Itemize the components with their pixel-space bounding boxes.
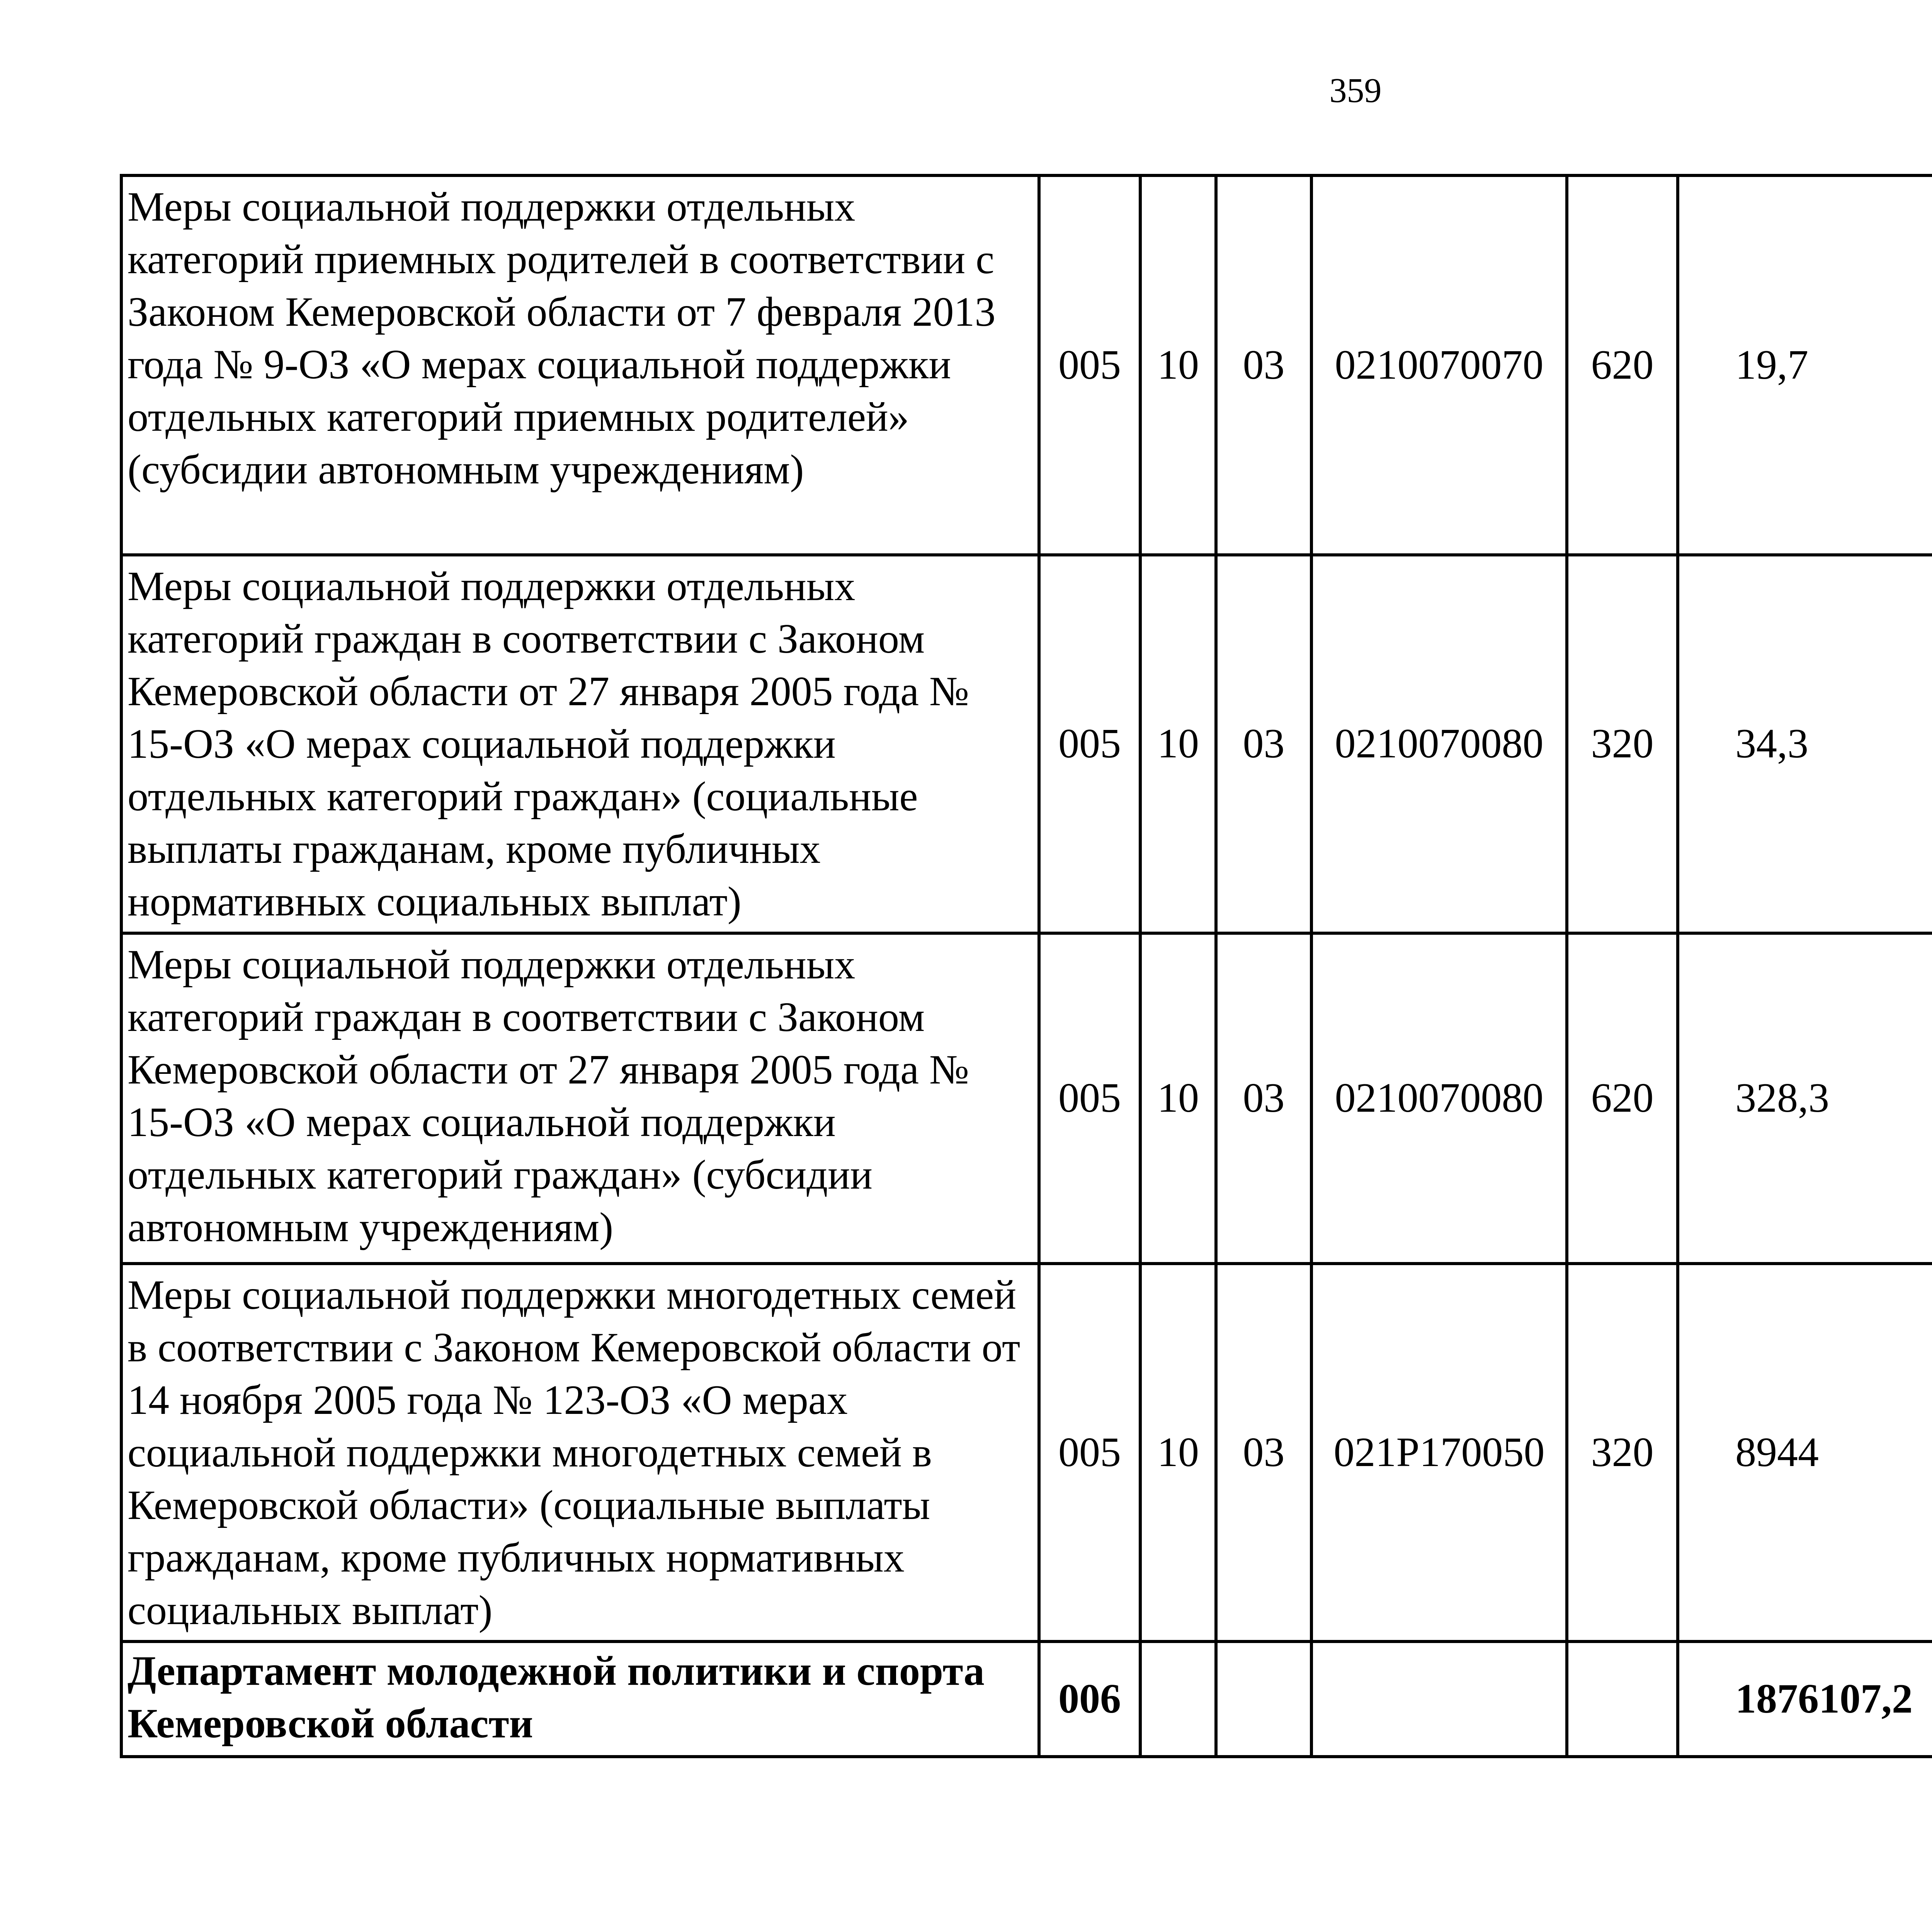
ministry-code: 005 — [1039, 555, 1140, 933]
subsection-code: 03 — [1216, 555, 1311, 933]
target-code — [1311, 1641, 1567, 1757]
section-code: 10 — [1140, 933, 1216, 1264]
department-total-row — [121, 1641, 1932, 1757]
ministry-code: 005 — [1039, 933, 1140, 1264]
section-code: 10 — [1140, 555, 1216, 933]
subsection-code: 03 — [1216, 933, 1311, 1264]
subsection-code: 03 — [1216, 1264, 1311, 1642]
target-code: 021P170050 — [1311, 1264, 1567, 1642]
expense-type-code: 320 — [1567, 555, 1678, 933]
row-description: Меры социальной поддержки отдельных категорий граждан в соответствии с Законом Кемеровской области от 27 января 2005 года № 15-ОЗ «О мерах социальной поддержки отдельных категорий граждан» (социальные выплаты гражданам, кроме публичных нормативных социальных выплат) — [121, 555, 1039, 933]
ministry-code: 006 — [1039, 1641, 1140, 1757]
table-row — [121, 933, 1932, 1264]
target-code: 0210070080 — [1311, 933, 1567, 1264]
row-description: Меры социальной поддержки отдельных категорий граждан в соответствии с Законом Кемеровской области от 27 января 2005 года № 15-ОЗ «О мерах социальной поддержки отдельных категорий граждан» (субсидии автономным учреждениям) — [121, 933, 1039, 1264]
page-number: 359 — [1329, 71, 1382, 110]
amount-1: 1876107,2 — [1678, 1641, 1932, 1757]
section-code: 10 — [1140, 175, 1216, 555]
row-description: Меры социальной поддержки отдельных категорий приемных родителей в соответствии с Законом Кемеровской области от 7 февраля 2013 года № 9-ОЗ «О мерах социальной поддержки отдельных категорий приемных родителей» (субсидии автономным учреждениям) — [121, 175, 1039, 555]
expense-type-code — [1567, 1641, 1678, 1757]
expense-type-code: 320 — [1567, 1264, 1678, 1642]
table-row — [121, 1264, 1932, 1642]
budget-table — [120, 174, 1932, 1758]
row-description: Меры социальной поддержки многодетных семей в соответствии с Законом Кемеровской области от 14 ноября 2005 года № 123-ОЗ «О мерах социальной поддержки многодетных семей в Кемеровской области» (социальные выплаты гражданам, кроме публичных нормативных социальных выплат) — [121, 1264, 1039, 1642]
amount-1: 328,3 — [1678, 933, 1932, 1264]
ministry-code: 005 — [1039, 1264, 1140, 1642]
section-code — [1140, 1641, 1216, 1757]
amount-1: 19,7 — [1678, 175, 1932, 555]
target-code: 0210070080 — [1311, 555, 1567, 933]
subsection-code — [1216, 1641, 1311, 1757]
expense-type-code: 620 — [1567, 933, 1678, 1264]
department-name: Департамент молодежной политики и спорта Кемеровской области — [121, 1641, 1039, 1757]
ministry-code: 005 — [1039, 175, 1140, 555]
table-row — [121, 175, 1932, 555]
expense-type-code: 620 — [1567, 175, 1678, 555]
table-row — [121, 555, 1932, 933]
target-code: 0210070070 — [1311, 175, 1567, 555]
subsection-code: 03 — [1216, 175, 1311, 555]
amount-1: 8944 — [1678, 1264, 1932, 1642]
amount-1: 34,3 — [1678, 555, 1932, 933]
section-code: 10 — [1140, 1264, 1216, 1642]
